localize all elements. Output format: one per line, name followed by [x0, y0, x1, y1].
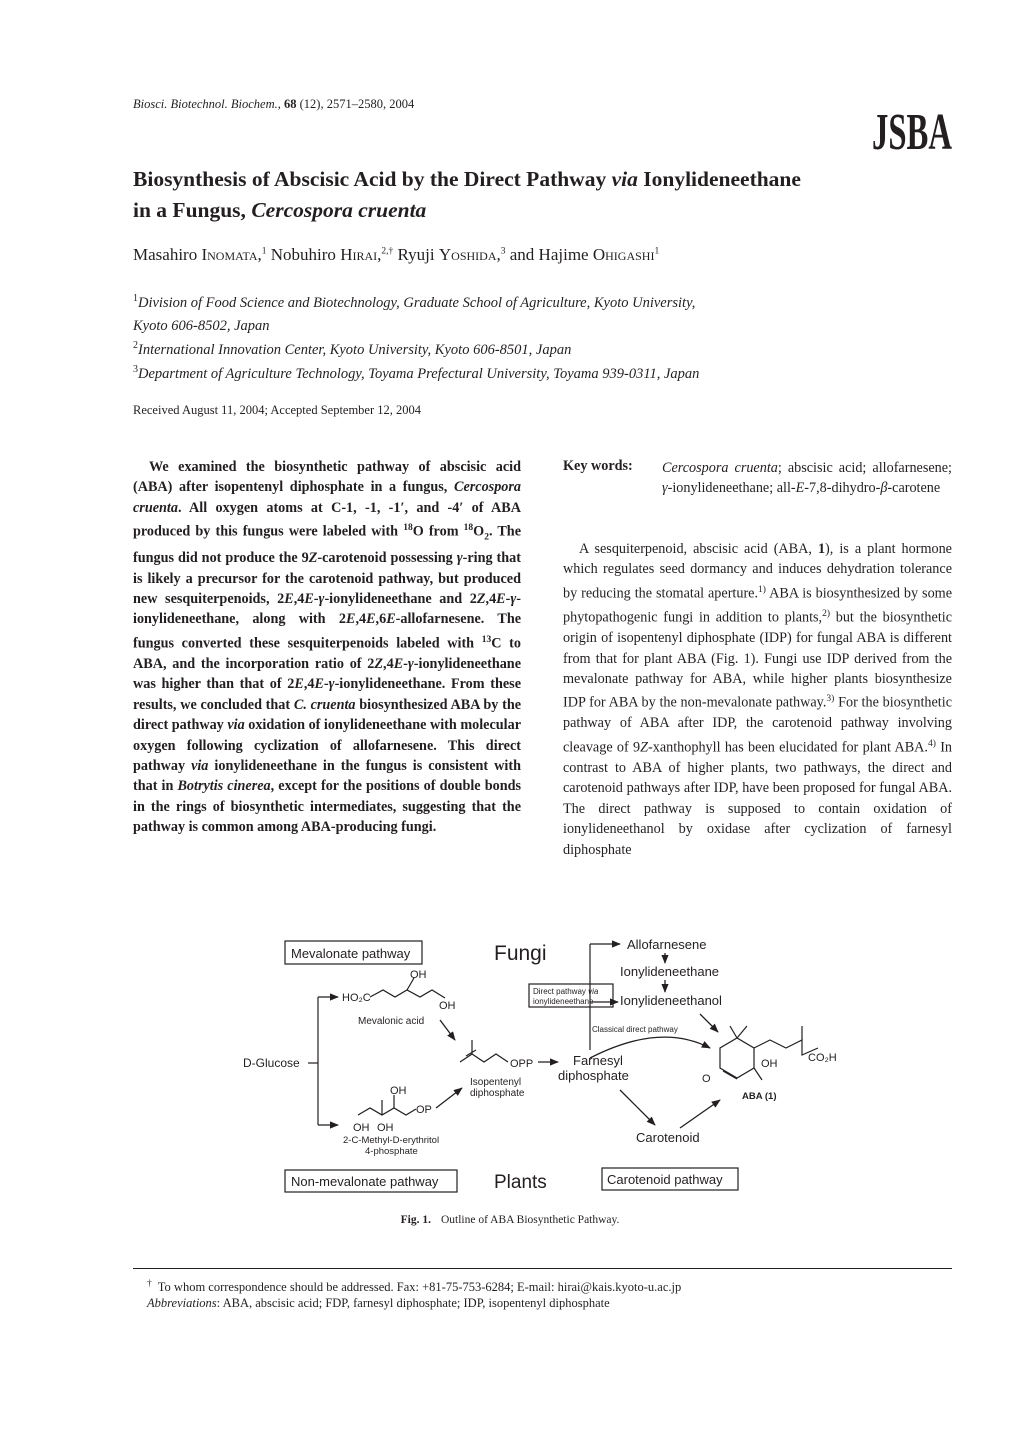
aba-label: ABA (1): [742, 1091, 777, 1102]
jsba-logo: [872, 103, 953, 161]
author-list: Masahiro Inomata,$^1$ Nobuhiro Hirai,$^{2,\dagger}$ Ryuji Yoshida,$^3$ and Hajime Ohigashi$^1$: [133, 245, 660, 264]
title-part: via: [611, 167, 638, 191]
mep-oh-left: OH: [353, 1122, 370, 1134]
author-sup: 1: [654, 246, 660, 257]
mevalonate-pathway-label: Mevalonate pathway: [291, 946, 411, 961]
author-first: Masahiro: [133, 245, 202, 264]
ho2c-label: HO₂C: [342, 992, 371, 1004]
author-last: Hirai: [340, 245, 378, 264]
affiliation-sup: 2: [133, 340, 138, 351]
affiliation-1: [133, 287, 963, 339]
affiliation-text: International Innovation Center, Kyoto University, Kyoto 606-8501, Japan: [138, 341, 572, 358]
article-title: [133, 164, 933, 226]
ionylideneethanol-label: Ionylideneethanol: [620, 993, 722, 1008]
d-glucose-label: D-Glucose: [243, 1056, 300, 1070]
aba-methyl-2: [737, 1026, 747, 1038]
author-last: Inomata: [201, 245, 258, 264]
ionylideneethane-label: Ionylideneethane: [620, 964, 720, 979]
title-part: Cercospora cruenta: [251, 198, 427, 222]
affiliation-text: Kyoto 606-8502, Japan: [133, 318, 270, 335]
footnote-rule: [133, 1268, 952, 1269]
journal-volume: 68: [284, 97, 297, 111]
affiliation-text: Department of Agriculture Technology, Toyama Prefectural University, Toyama 939-0311, Japan: [138, 365, 700, 382]
figure-caption-text: Outline of ABA Biosynthetic Pathway.: [440, 1214, 620, 1226]
mep-oh-top: OH: [390, 1085, 407, 1097]
idp-skeleton: [460, 1040, 508, 1062]
mevalonic-acid-label: Mevalonic acid: [358, 1016, 425, 1027]
author-sup: 2,†: [381, 246, 394, 257]
abbreviations-footnote: [147, 1296, 610, 1311]
figure-caption-label: Fig. 1.: [400, 1214, 431, 1226]
aba-keto-o: O: [702, 1073, 711, 1085]
journal-name: Biosci. Biotechnol. Biochem.: [133, 97, 278, 111]
mep-skeleton: [358, 1108, 416, 1115]
logo-text: JSBA: [872, 104, 953, 161]
abbreviations-label: Abbreviations: [147, 1296, 217, 1310]
affiliation-sup: 3: [133, 364, 138, 375]
aba-ring-double-bond: [723, 1071, 737, 1079]
farnesyl-label-1: Farnesyl: [573, 1053, 623, 1068]
arrow-carotenoid-to-aba: [680, 1100, 720, 1128]
author-sup: 1: [261, 246, 267, 257]
abstract: We examined the biosynthetic pathway of abscisic acid (ABA) after isopentenyl diphosphate in a fungus, Cercospora cruenta. All oxygen atoms at C-1, -1, -1′, and -4′ of ABA produced by this fungus were labeled with $^{18}$O from $^{18}O_2$. The fungus did not produce the 9Z-carotenoid possessing γ-ring that is likely a precursor for the carotenoid pathway, but produced new sesquiterpenoids, 2E,4E-γ-ionylideneethane and 2Z,4E-γ-ionylideneethane, along with 2E,4E,6E-allofarnesene. The fungus converted these sesquiterpenoids labeled with $^{13}$C to ABA, and the incorporation ratio of 2Z,4E-γ-ionylideneethane was higher than that of 2E,4E-γ-ionylideneethane. From these results, we concluded that C. cruenta biosynthesized ABA by the direct pathway via oxidation of ionylideneethane with molecular oxygen following cyclization of allofarnesene. This direct pathway via ionylideneethane in the fungus is consistent with that in Botrytis cinerea, except for the positions of double bonds in the rings of biosynthetic intermediates, suggesting that the pathway is common among ABA-producing fungi.: [133, 459, 522, 836]
farnesyl-label-2: diphosphate: [558, 1068, 629, 1083]
correspondence-footnote: [147, 1279, 681, 1295]
title-part: in a Fungus,: [133, 198, 252, 222]
carotenoid-pathway-label: Carotenoid pathway: [607, 1172, 723, 1187]
received-dates: Received August 11, 2004; Accepted September 12, 2004: [133, 403, 422, 417]
arrow-ionylideneethanol-to-aba: [700, 1014, 718, 1032]
direct-pathway-label-1: Direct pathway via: [533, 987, 599, 996]
arrow-mep-to-idp: [436, 1088, 462, 1108]
isopentenyl-label-1: Isopentenyl: [470, 1077, 522, 1088]
author-first: Ryuji: [397, 245, 439, 264]
non-mevalonate-label: Non-mevalonate pathway: [291, 1174, 439, 1189]
arrow-fdp-to-carotenoid: [620, 1090, 655, 1125]
figure-caption: [0, 1214, 1020, 1226]
title-part: Biosynthesis of Abscisic Acid by the Direct Pathway: [133, 167, 612, 191]
allofarnesene-label: Allofarnesene: [627, 937, 707, 952]
journal-issue-pages: (12), 2571–2580, 2004: [296, 97, 415, 111]
classical-direct-label: Classical direct pathway: [592, 1025, 678, 1034]
journal-citation: Biosci. Biotechnol. Biochem., 68 (12), 2571–2580, 2004: [133, 97, 415, 111]
affiliation-text: Division of Food Science and Biotechnology, Graduate School of Agriculture, Kyoto University,: [138, 294, 696, 311]
aba-pathway-figure: [240, 930, 860, 1200]
affiliation-3: [133, 358, 963, 386]
mevalonic-acid-skeleton: [370, 990, 445, 998]
carotenoid-label: Carotenoid: [636, 1130, 700, 1145]
mevalonic-terminal-oh: OH: [439, 1000, 456, 1012]
isopentenyl-label-2: diphosphate: [470, 1088, 525, 1099]
aba-co2h: CO₂H: [808, 1052, 837, 1064]
mep-op-label: OP: [416, 1104, 432, 1116]
keywords-text: Cercospora cruenta; abscisic acid; allofarnesene; γ-ionylideneethane; all-E-7,8-dihydro-β-carotene: [662, 460, 952, 497]
mevalonic-oh-label: OH: [410, 969, 427, 981]
correspondence-text: To whom correspondence should be addressed. Fax: +81-75-753-6284; E-mail: hirai@kais.kyoto-u.ac.jp: [157, 1280, 682, 1295]
idp-opp-label: OPP: [510, 1058, 534, 1070]
mep-label-1: 2-C-Methyl-D-erythritol: [343, 1135, 440, 1146]
aba-methyl-1: [730, 1026, 737, 1038]
author-sup: 3: [500, 246, 506, 257]
author-last: Yoshida: [438, 245, 497, 264]
mep-label-2: 4-phosphate: [365, 1146, 418, 1157]
aba-oh: OH: [761, 1058, 778, 1070]
keywords-label: Key words:: [563, 458, 633, 474]
direct-pathway-label-2: ionylideneethane: [533, 997, 594, 1006]
author-first: Nobuhiro: [270, 245, 341, 264]
author-last: Ohigashi: [592, 245, 655, 264]
author-first: Hajime: [538, 245, 593, 264]
fungi-label: Fungi: [494, 942, 547, 965]
plants-label: Plants: [494, 1172, 547, 1193]
title-part: Ionylideneethane: [637, 167, 801, 191]
dagger-mark: †: [147, 1279, 152, 1289]
intro-paragraph: A sesquiterpenoid, abscisic acid (ABA, 1), is a plant hormone which regulates seed dormancy and induces dehydration tolerance by reducing the stomatal aperture.$^{1)}$ ABA is biosynthesized by some phytopathogenic fungi in addition to plants,$^{2)}$ but the biosynthetic origin of isopentenyl diphosphate (IDP) for fungal ABA is different from that for plant ABA (Fig. 1). Fungi use IDP derived from the mevalonate pathway for ABA, while higher plants biosynthesize IDP for ABA by the non-mevalonate pathway.$^{3)}$ For the biosynthetic pathway of ABA after IDP, the carotenoid pathway involving cleavage of 9Z-xanthophyll has been elucidated for plant ABA.$^{4)}$ In contrast to ABA of higher plants, two pathways, the direct and carotenoid pathways after IDP, have been proposed for fungal ABA. The direct pathway is supposed to contain oxidation of ionylideneethanol by oxidase after cyclization of farnesyl diphosphate: [563, 541, 953, 858]
abbreviations-text: : ABA, abscisic acid; FDP, farnesyl diphosphate; IDP, isopentenyl diphosphate: [216, 1296, 610, 1310]
affiliation-sup: 1: [133, 293, 138, 304]
arrow-mevalonic-to-idp: [440, 1020, 455, 1040]
mep-oh-right: OH: [377, 1122, 394, 1134]
